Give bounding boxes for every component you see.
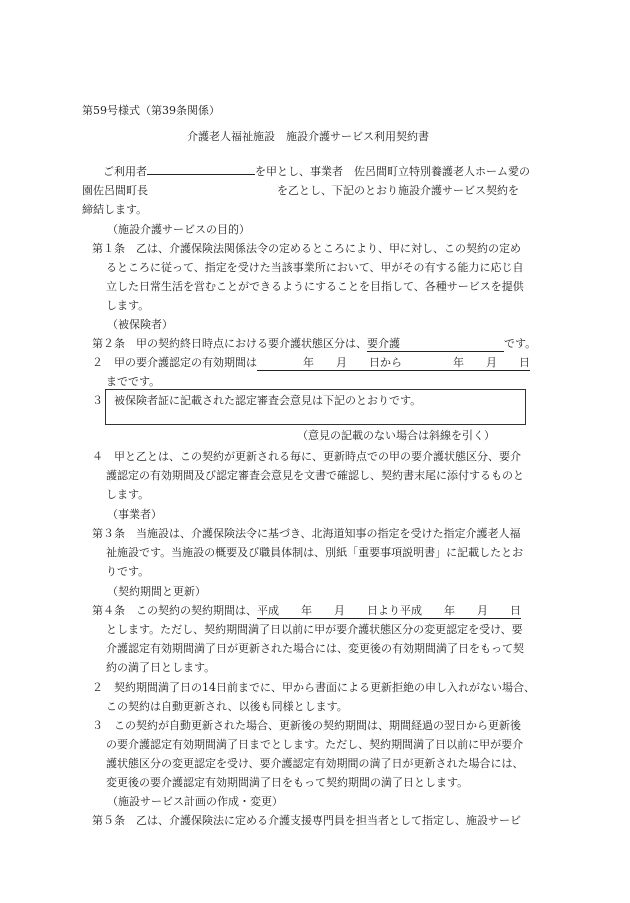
care-level-field: 要介護 [367,336,504,352]
review-opinion-box [105,389,526,425]
article-3-line-3: りです。 [106,565,150,578]
article-2-para-2-end: までです。 [106,375,161,388]
article-3-heading: （事業者） [107,508,162,521]
article-5-heading: （施設サービス計画の作成・変更） [107,795,283,808]
article-4-line-1: 第４条 この契約の契約期間は、平成 年 月 日より平成 年 月 日 [92,604,521,617]
intro-line-2-rest: を乙とし、下記のとおり施設介護サービス契約を [277,184,519,197]
article-2-para-2: ２ 甲の要介護認定の有効期間は 年 月 日から 年 月 日 [92,356,530,369]
article-2-para-4-line-2: 護認定の有効期間及び認定審査会意見を文書で確認し、契約書末尾に添付するものと [106,469,524,482]
opinion-note: （意見の記載のない場合は斜線を引く） [297,429,495,442]
article-4-para-2-line-2: この契約は自動更新され、以後も同様とします。 [106,700,348,713]
article-1-line-1: 第１条 乙は、介護保険法関係法令の定めるところにより、甲に対し、この契約の定め [92,242,521,255]
article-1-line-4: します。 [106,299,150,312]
article-1-line-3: 立した日常生活を営むことができるようにすることを目指して、各種サービスを提供 [106,280,524,293]
certification-period-field: 年 月 日から 年 月 日 [257,355,530,371]
article-2-heading: （被保険者） [107,318,173,331]
intro-line-3: 締結します。 [82,203,148,216]
article-2-para-3: ３ 被保険者証に記載された認定審査会意見は下記のとおりです。 [92,394,422,407]
article-5-line-1: 第５条 乙は、介護保険法に定める介護支援専門員を担当者として指定し、施設サービ [92,814,521,827]
article-2-para-4-line-3: します。 [106,488,150,501]
form-number: 第59号様式（第39条関係） [82,104,220,117]
article-2-line-1: 第２条 甲の契約終日時点における要介護状態区分は、要介護 です。 [92,337,537,350]
intro-line-1 [103,162,530,181]
article-4-heading: （契約期間と更新） [107,585,206,598]
article-4-para-3-line-1: ３ この契約が自動更新された場合、更新後の契約期間は、期間経過の翌日から更新後 [92,719,521,732]
article-1-line-2: るところに従って、指定を受けた当該事業所において、甲がその有する能力に応じ自 [106,261,524,274]
article-4-para-3-line-4: 変更後の要介護認定有効期間満了日をもって契約期間の満了日とします。 [106,776,469,789]
article-4-para-2-line-1: ２ 契約期間満了日の14日前までに、甲から書面による更新拒絶の申し入れがない場合、 [92,681,535,694]
intro-user-label: ご利用者 [103,165,147,178]
article-2-para-4-line-1: ４ 甲と乙とは、この契約が更新される毎に、更新時点での甲の要介護状態区分、要介 [92,450,521,463]
article-1-heading: （施設介護サービスの目的） [107,223,250,236]
intro-operator-label: 園佐呂間町長 [82,184,148,197]
article-4-para-3-line-2: の要介護認定有効期間満了日までとします。ただし、契約期間満了日以前に甲が要介 [106,738,524,751]
user-name-blank [147,174,255,175]
article-4-line-4: 約の満了日とします。 [106,661,216,674]
article-4-para-3-line-3: 護状態区分の変更認定を受け、要介護認定有効期間の満了日が更新された場合には、 [106,757,524,770]
intro-line-1-rest: を甲とし、事業者 佐呂間町立特別養護老人ホーム愛の [255,165,530,178]
article-3-line-2: 祉施設です。当施設の概要及び職員体制は、別紙「重要事項説明書」に記載したとお [106,546,524,559]
document-title: 介護老人福祉施設 施設介護サービス利用契約書 [187,130,429,143]
intro-line-2 [82,181,519,200]
contract-period-field: 平成 年 月 日より平成 年 月 日 [257,604,521,617]
article-4-line-2: とします。ただし、契約期間満了日以前に甲が要介護状態区分の変更認定を受け、要 [106,623,523,636]
article-3-line-1: 第３条 当施設は、介護保険法令に基づき、北海道知事の指定を受けた指定介護老人福 [92,527,521,540]
article-4-line-3: 介護認定有効期間満了日が更新された場合には、変更後の有効期間満了日をもって契 [106,642,524,655]
